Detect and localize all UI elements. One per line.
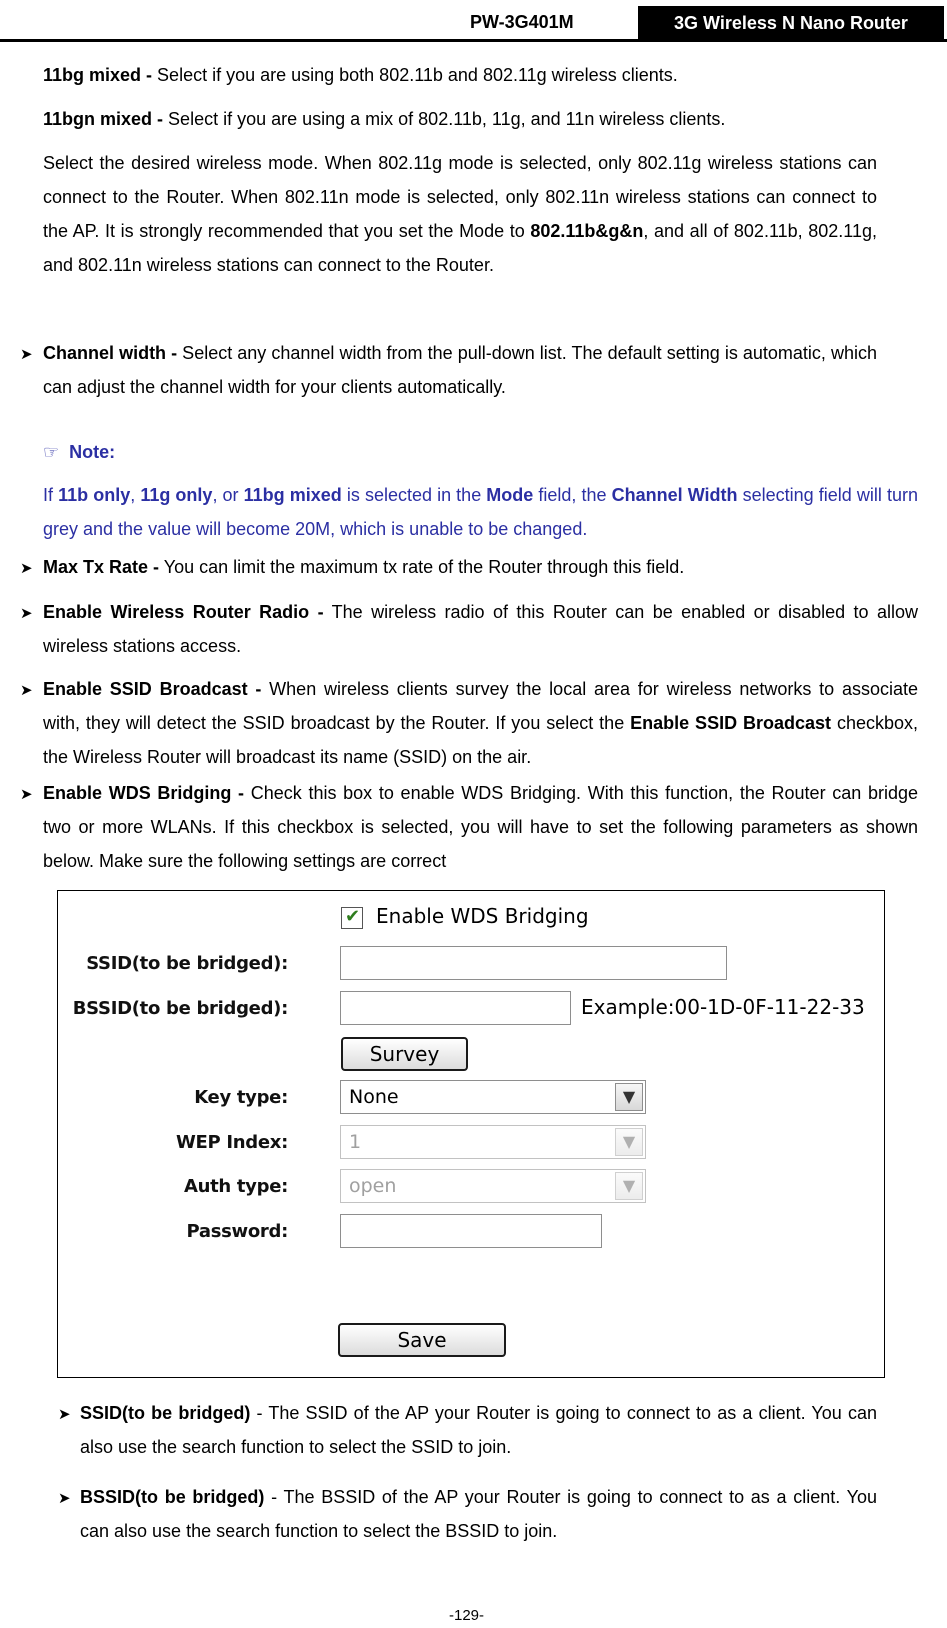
password-label: Password: bbox=[186, 1221, 288, 1242]
max-tx-rate-item: Max Tx Rate - You can limit the maximum tx rate of the Router through this field. bbox=[43, 557, 685, 577]
bssid-bridged-input[interactable] bbox=[340, 991, 571, 1025]
mode-11bgn-mixed: 11bgn mixed - Select if you are using a mix of 802.11b, 11g, and 11n wireless clients. bbox=[43, 109, 726, 129]
mode-description: Select the desired wireless mode. When 802.11g mode is selected, only 802.11g wireless stations can connect to the Router. When 802.11n mode is selected, only 802.11n wireless stations can connect to the AP. It is strongly recommended that you set the Mode to 802.11b&g&n, and all of 802.11b, 802.11g, and 802.11n wireless stations can connect to the Router. bbox=[43, 153, 877, 275]
arrowhead-bullet-icon: ➤ bbox=[20, 605, 33, 622]
bssid-bridged-label: BSSID(to be bridged): bbox=[72, 998, 288, 1019]
checkmark-icon: ✔ bbox=[345, 906, 361, 926]
auth-type-label: Auth type: bbox=[183, 1176, 288, 1197]
key-type-label: Key type: bbox=[194, 1087, 288, 1108]
ssid-bridged-label: SSID(to be bridged): bbox=[86, 953, 288, 974]
header-model: PW-3G401M bbox=[470, 12, 574, 32]
arrowhead-bullet-icon: ➤ bbox=[20, 346, 33, 363]
note-heading: ☞ Note: bbox=[43, 442, 116, 462]
password-input[interactable] bbox=[340, 1214, 602, 1248]
arrowhead-bullet-icon: ➤ bbox=[58, 1490, 71, 1507]
channel-width-item: Channel width - Select any channel width from the pull-down list. The default setting is automatic, which can adjust the channel width for your clients automatically. bbox=[43, 343, 878, 397]
auth-type-select[interactable]: open ▼ bbox=[340, 1169, 646, 1203]
key-type-select[interactable]: None ▼ bbox=[340, 1080, 646, 1114]
ssid-bridged-item: SSID(to be bridged) - The SSID of the AP your Router is going to connect to as a client. You can also use the search function to select the SSID to join. bbox=[80, 1403, 877, 1457]
arrowhead-bullet-icon: ➤ bbox=[20, 560, 33, 577]
ssid-broadcast-item: Enable SSID Broadcast - When wireless clients survey the local area for wireless networks to associate with, they will detect the SSID broadcast by the Router. If you select the Enable SSID Broadcast checkbox, the Wireless Router will broadcast its name (SSID) on the air. bbox=[43, 679, 919, 767]
wep-index-label: WEP Index: bbox=[175, 1132, 288, 1153]
wds-settings-screenshot bbox=[57, 890, 885, 1378]
enable-wds-label: Enable WDS Bridging bbox=[376, 904, 589, 928]
header-rule bbox=[0, 39, 947, 42]
ssid-bridged-input[interactable] bbox=[340, 946, 727, 980]
wds-item: Enable WDS Bridging - Check this box to enable WDS Bridging. With this function, the Router can bridge two or more WLANs. If this checkbox is selected, you will have to set the following parameters as shown below. Make sure the following settings are correct bbox=[43, 783, 918, 871]
note-text: If 11b only, 11g only, or 11bg mixed is selected in the Mode field, the Channel Width selecting field will turn grey and the value will become 20M, which is unable to be changed. bbox=[43, 485, 918, 539]
chevron-down-icon: ▼ bbox=[615, 1128, 643, 1156]
save-button[interactable]: Save bbox=[338, 1323, 506, 1357]
page-number: -129- bbox=[449, 1607, 485, 1624]
arrowhead-bullet-icon: ➤ bbox=[58, 1406, 71, 1423]
survey-button[interactable]: Survey bbox=[341, 1037, 468, 1071]
arrowhead-bullet-icon: ➤ bbox=[20, 786, 33, 803]
bssid-example: Example:00-1D-0F-11-22-33 bbox=[581, 995, 865, 1019]
page-header bbox=[0, 0, 947, 42]
chevron-down-icon: ▼ bbox=[615, 1083, 643, 1111]
bssid-bridged-item: BSSID(to be bridged) - The BSSID of the AP your Router is going to connect to as a client. You can also use the search function to select the BSSID to join. bbox=[80, 1487, 877, 1541]
enable-wds-checkbox[interactable] bbox=[341, 907, 363, 929]
mode-11bg-mixed: 11bg mixed - Select if you are using both 802.11b and 802.11g wireless clients. bbox=[43, 65, 678, 85]
header-title: 3G Wireless N Nano Router bbox=[638, 6, 944, 40]
pointing-hand-icon: ☞ bbox=[43, 442, 60, 462]
arrowhead-bullet-icon: ➤ bbox=[20, 682, 33, 699]
chevron-down-icon: ▼ bbox=[615, 1172, 643, 1200]
wep-index-select[interactable]: 1 ▼ bbox=[340, 1125, 646, 1159]
radio-item: Enable Wireless Router Radio - The wireless radio of this Router can be enabled or disabled to allow wireless stations access. bbox=[43, 602, 918, 656]
